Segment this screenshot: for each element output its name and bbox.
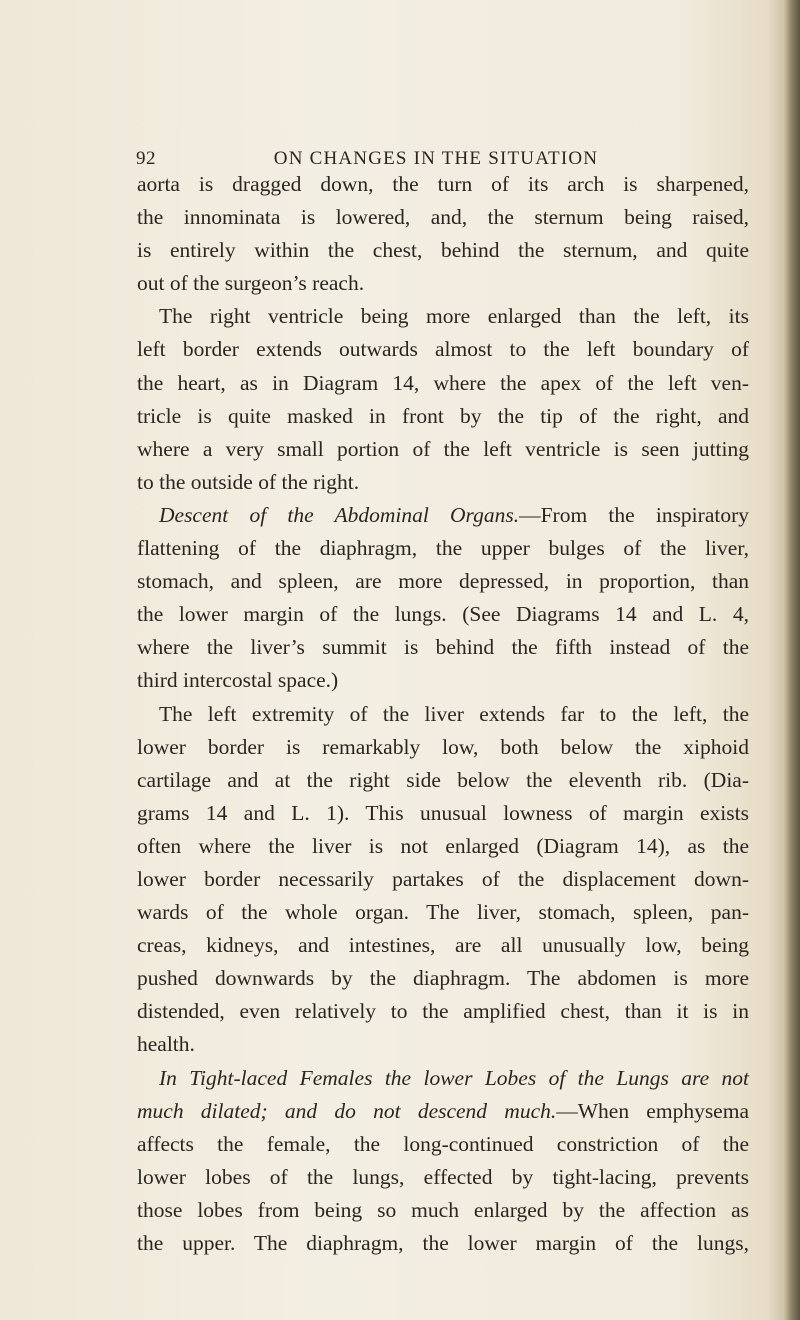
text-line [137,367,749,400]
text-line [137,234,749,267]
line-text: grams 14 and L. 1). This unusual lowness of margin exists [137,800,749,825]
text-line [137,300,749,333]
text-line [137,830,749,863]
text-line [137,1161,749,1194]
text-line [137,896,749,929]
body-text [137,168,749,1260]
line-text: tricle is quite masked in front by the tip of the right, and [137,403,749,428]
text-line [137,797,749,830]
text-line [137,267,749,300]
italic-heading-text: In Tight-laced Females the lower Lobes of the Lungs are not [159,1065,749,1090]
text-line [137,466,749,499]
text-line [137,631,749,664]
line-text: wards of the whole organ. The liver, stomach, spleen, pan- [137,900,749,925]
line-text: health. [137,1032,195,1057]
text-line [137,532,749,565]
running-head: ON CHANGES IN THE SITUATION [273,148,599,169]
line-text: to the outside of the right. [137,469,360,494]
text-line [137,1227,749,1260]
line-text: stomach, and spleen, are more depressed, in proportion, than [137,569,749,594]
text-line [137,731,749,764]
text-line [137,499,749,532]
line-text: often where the liver is not enlarged (Diagram 14), as the [137,833,749,858]
line-text: left border extends outwards almost to the left boundary of [137,337,749,362]
text-line [137,962,749,995]
line-text: lower lobes of the lungs, effected by tight-lacing, prevents [137,1164,749,1189]
line-text: those lobes from being so much enlarged by the affection as [137,1197,749,1222]
line-text: creas, kidneys, and intestines, are all unusually low, being [137,933,749,958]
italic-heading-text: Descent of the Abdominal Organs. [159,502,520,527]
line-text: cartilage and at the right side below the eleventh rib. (Dia- [137,767,749,792]
text-line [137,863,749,896]
text-line [137,201,749,234]
text-line [137,664,749,697]
line-text: third intercostal space.) [137,668,339,693]
line-text: out of the surgeon’s reach. [137,271,365,296]
text-line [137,433,749,466]
line-text: affects the female, the long-continued constriction of the [137,1131,749,1156]
line-text: the lower margin of the lungs. (See Diagrams 14 and L. 4, [137,602,749,627]
text-line [137,400,749,433]
line-text: pushed downwards by the diaphragm. The abdomen is more [137,966,749,991]
line-text: the upper. The diaphragm, the lower margin of the lungs, [137,1231,749,1255]
line-text: the heart, as in Diagram 14, where the apex of the left ven- [137,370,749,395]
text-line [137,168,749,201]
text-line [137,1028,749,1061]
text-line [137,598,749,631]
page-number: 92 [136,148,156,169]
line-text: where the liver’s summit is behind the fifth instead of the [137,635,749,660]
line-text: lower border necessarily partakes of the displacement down- [137,866,749,891]
italic-heading-text: much dilated; and do not descend much. [137,1098,557,1123]
text-line [137,764,749,797]
text-line [137,995,749,1028]
line-text: lower border is remarkably low, both below the xiphoid [137,734,749,759]
text-line [137,1062,749,1095]
text-line [137,698,749,731]
line-text: the innominata is lowered, and, the sternum being raised, [137,205,749,230]
line-text: aorta is dragged down, the turn of its arch is sharpened, [137,172,749,196]
line-text: distended, even relatively to the amplified chest, than it is in [137,999,749,1024]
text-line [137,333,749,366]
line-text: The right ventricle being more enlarged than the left, its [159,304,749,329]
line-text: where a very small portion of the left ventricle is seen jutting [137,436,749,461]
line-text: is entirely within the chest, behind the sternum, and quite [137,238,749,263]
text-line [137,1194,749,1227]
line-text: flattening of the diaphragm, the upper bulges of the liver, [137,536,749,561]
text-line [137,929,749,962]
line-text: —From the inspiratory [519,502,749,527]
page-edge-shadow [784,0,800,1320]
text-line [137,1095,749,1128]
line-text: The left extremity of the liver extends far to the left, the [159,701,749,726]
text-line [137,1128,749,1161]
line-text: —When emphysema [556,1098,749,1123]
text-line [137,565,749,598]
